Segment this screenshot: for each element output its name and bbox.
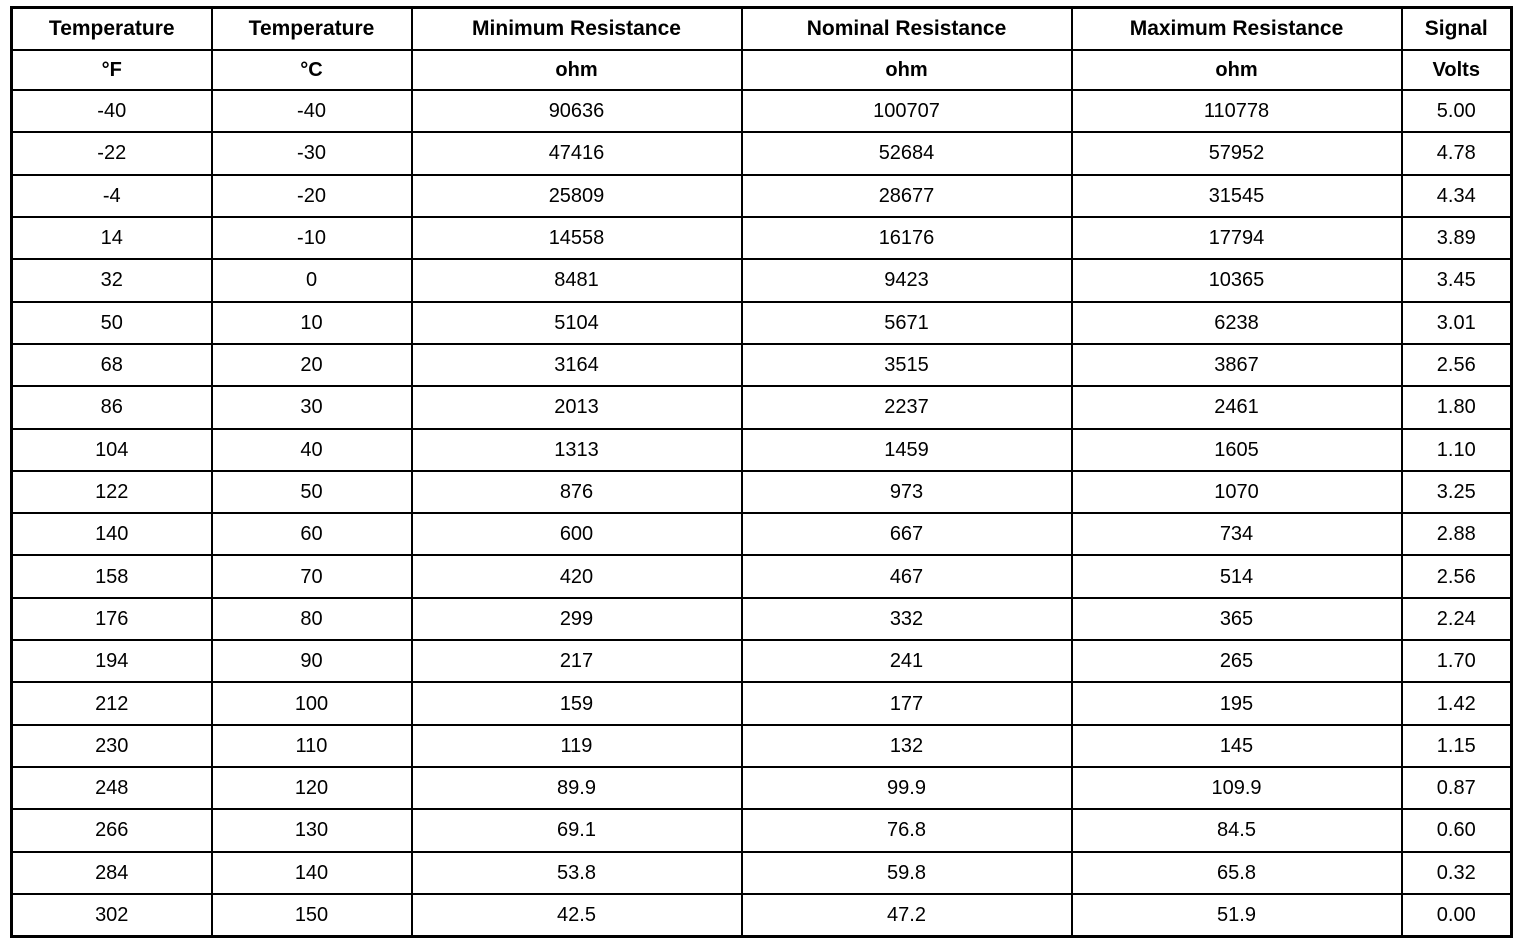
cell-maximum-resistance: 1070 [1072, 471, 1402, 513]
cell-signal: 4.34 [1402, 175, 1512, 217]
cell-nominal-resistance: 332 [742, 598, 1072, 640]
table-row [12, 471, 1512, 513]
cell-minimum-resistance: 90636 [412, 90, 742, 132]
cell-minimum-resistance: 876 [412, 471, 742, 513]
cell-signal: 3.25 [1402, 471, 1512, 513]
column-unit-temperature-c: °C [212, 50, 412, 90]
cell-maximum-resistance: 2461 [1072, 386, 1402, 428]
column-header-nominal-resistance: Nominal Resistance [742, 8, 1072, 51]
cell-temperature-c: 10 [212, 302, 412, 344]
table-row [12, 90, 1512, 132]
cell-minimum-resistance: 53.8 [412, 852, 742, 894]
cell-nominal-resistance: 2237 [742, 386, 1072, 428]
table-row [12, 598, 1512, 640]
cell-nominal-resistance: 177 [742, 682, 1072, 724]
cell-temperature-c: 40 [212, 429, 412, 471]
cell-signal: 0.87 [1402, 767, 1512, 809]
cell-maximum-resistance: 734 [1072, 513, 1402, 555]
cell-nominal-resistance: 16176 [742, 217, 1072, 259]
cell-nominal-resistance: 76.8 [742, 809, 1072, 851]
table-row [12, 809, 1512, 851]
table-row [12, 767, 1512, 809]
cell-minimum-resistance: 89.9 [412, 767, 742, 809]
cell-temperature-c: 130 [212, 809, 412, 851]
cell-minimum-resistance: 25809 [412, 175, 742, 217]
cell-signal: 3.01 [1402, 302, 1512, 344]
column-header-temperature-f: Temperature [12, 8, 212, 51]
table-row [12, 132, 1512, 174]
cell-nominal-resistance: 241 [742, 640, 1072, 682]
cell-nominal-resistance: 3515 [742, 344, 1072, 386]
cell-temperature-f: -22 [12, 132, 212, 174]
cell-maximum-resistance: 51.9 [1072, 894, 1402, 937]
cell-maximum-resistance: 365 [1072, 598, 1402, 640]
cell-temperature-f: 14 [12, 217, 212, 259]
cell-temperature-c: 50 [212, 471, 412, 513]
cell-signal: 1.42 [1402, 682, 1512, 724]
cell-nominal-resistance: 59.8 [742, 852, 1072, 894]
cell-maximum-resistance: 1605 [1072, 429, 1402, 471]
cell-signal: 1.10 [1402, 429, 1512, 471]
table-row [12, 175, 1512, 217]
cell-temperature-f: 50 [12, 302, 212, 344]
cell-nominal-resistance: 667 [742, 513, 1072, 555]
cell-signal: 2.24 [1402, 598, 1512, 640]
cell-temperature-f: -40 [12, 90, 212, 132]
cell-maximum-resistance: 31545 [1072, 175, 1402, 217]
cell-minimum-resistance: 299 [412, 598, 742, 640]
cell-temperature-f: 104 [12, 429, 212, 471]
cell-temperature-f: 176 [12, 598, 212, 640]
cell-signal: 0.00 [1402, 894, 1512, 937]
cell-temperature-f: 68 [12, 344, 212, 386]
cell-signal: 2.56 [1402, 555, 1512, 597]
cell-temperature-f: 248 [12, 767, 212, 809]
column-header-maximum-resistance: Maximum Resistance [1072, 8, 1402, 51]
table-header [12, 8, 1512, 91]
cell-temperature-f: -4 [12, 175, 212, 217]
column-unit-temperature-f: °F [12, 50, 212, 90]
cell-temperature-c: 20 [212, 344, 412, 386]
cell-temperature-c: -40 [212, 90, 412, 132]
cell-temperature-f: 212 [12, 682, 212, 724]
cell-signal: 1.70 [1402, 640, 1512, 682]
cell-temperature-c: 0 [212, 259, 412, 301]
cell-maximum-resistance: 195 [1072, 682, 1402, 724]
cell-temperature-f: 32 [12, 259, 212, 301]
cell-signal: 1.80 [1402, 386, 1512, 428]
table-row [12, 682, 1512, 724]
cell-nominal-resistance: 28677 [742, 175, 1072, 217]
table-row [12, 302, 1512, 344]
cell-signal: 0.32 [1402, 852, 1512, 894]
cell-nominal-resistance: 99.9 [742, 767, 1072, 809]
table-row [12, 259, 1512, 301]
cell-maximum-resistance: 17794 [1072, 217, 1402, 259]
cell-temperature-c: 150 [212, 894, 412, 937]
column-unit-signal: Volts [1402, 50, 1512, 90]
table-row [12, 386, 1512, 428]
cell-minimum-resistance: 14558 [412, 217, 742, 259]
cell-maximum-resistance: 65.8 [1072, 852, 1402, 894]
cell-minimum-resistance: 42.5 [412, 894, 742, 937]
cell-maximum-resistance: 514 [1072, 555, 1402, 597]
cell-temperature-c: 120 [212, 767, 412, 809]
cell-signal: 2.88 [1402, 513, 1512, 555]
cell-signal: 1.15 [1402, 725, 1512, 767]
cell-temperature-c: 110 [212, 725, 412, 767]
cell-temperature-f: 140 [12, 513, 212, 555]
header-row-units [12, 50, 1512, 90]
cell-temperature-f: 230 [12, 725, 212, 767]
cell-minimum-resistance: 1313 [412, 429, 742, 471]
cell-temperature-c: 30 [212, 386, 412, 428]
cell-maximum-resistance: 84.5 [1072, 809, 1402, 851]
header-row-title [12, 8, 1512, 51]
cell-temperature-c: 100 [212, 682, 412, 724]
cell-temperature-c: -20 [212, 175, 412, 217]
cell-temperature-f: 158 [12, 555, 212, 597]
cell-temperature-c: 70 [212, 555, 412, 597]
cell-nominal-resistance: 132 [742, 725, 1072, 767]
cell-temperature-c: -10 [212, 217, 412, 259]
cell-nominal-resistance: 1459 [742, 429, 1072, 471]
cell-maximum-resistance: 109.9 [1072, 767, 1402, 809]
cell-nominal-resistance: 47.2 [742, 894, 1072, 937]
cell-nominal-resistance: 100707 [742, 90, 1072, 132]
cell-signal: 0.60 [1402, 809, 1512, 851]
cell-temperature-c: 60 [212, 513, 412, 555]
cell-signal: 2.56 [1402, 344, 1512, 386]
cell-signal: 5.00 [1402, 90, 1512, 132]
cell-minimum-resistance: 47416 [412, 132, 742, 174]
column-unit-nominal-resistance: ohm [742, 50, 1072, 90]
cell-nominal-resistance: 52684 [742, 132, 1072, 174]
cell-temperature-c: -30 [212, 132, 412, 174]
cell-nominal-resistance: 9423 [742, 259, 1072, 301]
cell-temperature-f: 194 [12, 640, 212, 682]
cell-temperature-f: 266 [12, 809, 212, 851]
cell-temperature-f: 86 [12, 386, 212, 428]
cell-minimum-resistance: 217 [412, 640, 742, 682]
column-unit-maximum-resistance: ohm [1072, 50, 1402, 90]
cell-nominal-resistance: 467 [742, 555, 1072, 597]
cell-minimum-resistance: 119 [412, 725, 742, 767]
table-row [12, 555, 1512, 597]
cell-nominal-resistance: 5671 [742, 302, 1072, 344]
cell-signal: 3.45 [1402, 259, 1512, 301]
cell-temperature-f: 122 [12, 471, 212, 513]
column-header-minimum-resistance: Minimum Resistance [412, 8, 742, 51]
table-row [12, 344, 1512, 386]
cell-temperature-f: 284 [12, 852, 212, 894]
cell-temperature-c: 140 [212, 852, 412, 894]
cell-maximum-resistance: 57952 [1072, 132, 1402, 174]
table-row [12, 217, 1512, 259]
cell-maximum-resistance: 6238 [1072, 302, 1402, 344]
cell-minimum-resistance: 8481 [412, 259, 742, 301]
column-header-temperature-c: Temperature [212, 8, 412, 51]
table-row [12, 640, 1512, 682]
cell-temperature-c: 90 [212, 640, 412, 682]
cell-minimum-resistance: 69.1 [412, 809, 742, 851]
cell-maximum-resistance: 145 [1072, 725, 1402, 767]
column-unit-minimum-resistance: ohm [412, 50, 742, 90]
cell-minimum-resistance: 600 [412, 513, 742, 555]
cell-minimum-resistance: 420 [412, 555, 742, 597]
table-body [12, 90, 1512, 937]
cell-maximum-resistance: 110778 [1072, 90, 1402, 132]
cell-maximum-resistance: 3867 [1072, 344, 1402, 386]
cell-temperature-f: 302 [12, 894, 212, 937]
cell-signal: 3.89 [1402, 217, 1512, 259]
table-row [12, 894, 1512, 937]
table-row [12, 513, 1512, 555]
cell-signal: 4.78 [1402, 132, 1512, 174]
cell-temperature-c: 80 [212, 598, 412, 640]
table-row [12, 852, 1512, 894]
cell-minimum-resistance: 2013 [412, 386, 742, 428]
cell-maximum-resistance: 10365 [1072, 259, 1402, 301]
cell-minimum-resistance: 5104 [412, 302, 742, 344]
cell-minimum-resistance: 159 [412, 682, 742, 724]
table-row [12, 429, 1512, 471]
column-header-signal: Signal [1402, 8, 1512, 51]
cell-nominal-resistance: 973 [742, 471, 1072, 513]
resistance-table [10, 6, 1513, 938]
table-row [12, 725, 1512, 767]
cell-maximum-resistance: 265 [1072, 640, 1402, 682]
cell-minimum-resistance: 3164 [412, 344, 742, 386]
